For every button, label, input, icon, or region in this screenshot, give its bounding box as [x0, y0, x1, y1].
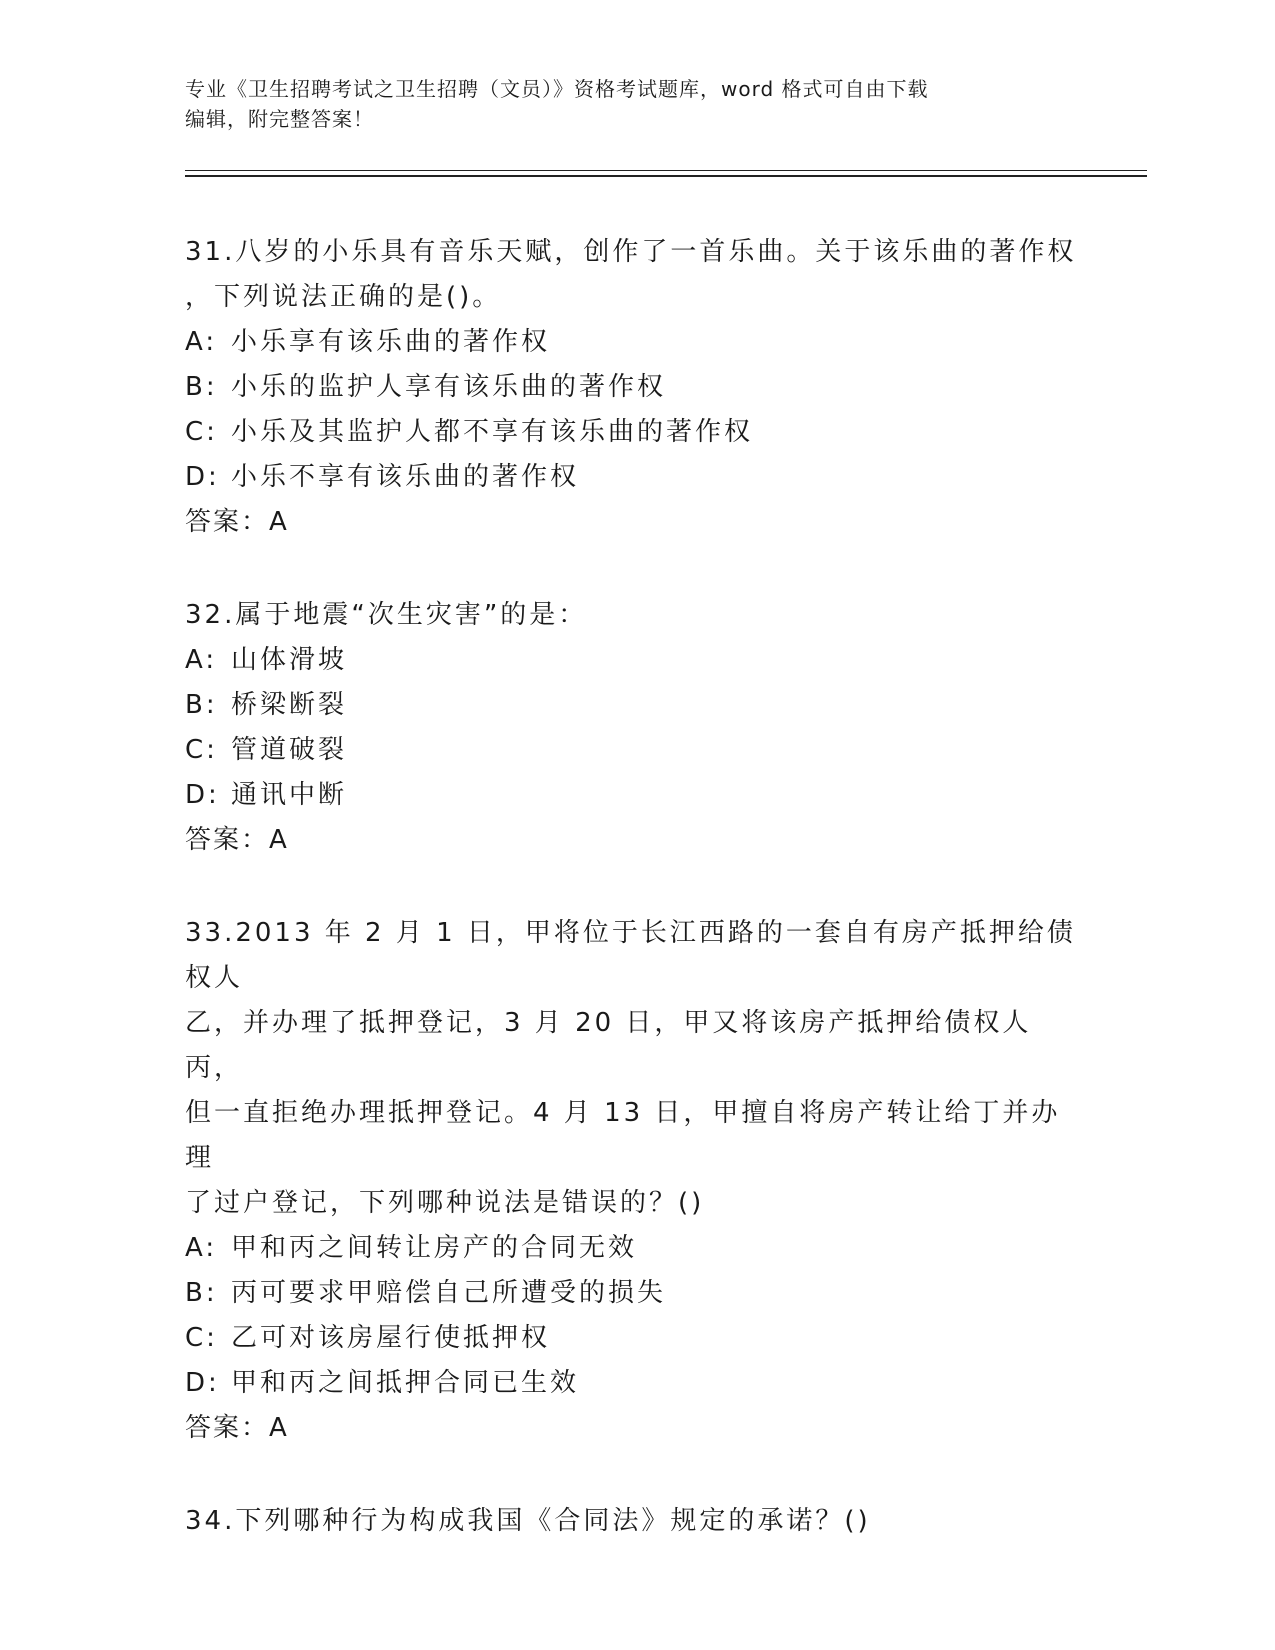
option-text: 丙可要求甲赔偿自己所遭受的损失 [231, 1278, 667, 1308]
option-row [185, 455, 1085, 500]
option-row [185, 728, 1085, 773]
option-text: 小乐享有该乐曲的著作权 [231, 327, 551, 357]
option-key: D: [185, 462, 220, 492]
answer-line: 答案：A [185, 1413, 289, 1443]
option-text: 乙可对该房屋行使抵押权 [231, 1323, 551, 1353]
document-header [185, 74, 1065, 134]
option-key: A: [185, 1233, 218, 1263]
option-text: 山体滑坡 [231, 645, 348, 675]
option-text: 桥梁断裂 [231, 690, 348, 720]
question-stem-line: 乙，并办理了抵押登记，3 月 20 日，甲又将该房产抵押给债权人丙， [185, 1008, 1032, 1083]
question-list [185, 230, 1085, 1592]
question-stem-line: 但一直拒绝办理抵押登记。4 月 13 日，甲擅自将房产转让给丁并办理 [185, 1098, 1061, 1173]
option-text: 通讯中断 [231, 780, 348, 810]
header-divider-top [185, 170, 1147, 171]
question-block [185, 911, 1085, 1451]
question-stem-line: 了过户登记，下列哪种说法是错误的？() [185, 1188, 705, 1218]
question-block [185, 1499, 1085, 1544]
option-text: 管道破裂 [231, 735, 348, 765]
answer-line: 答案：A [185, 507, 289, 537]
option-key: D: [185, 780, 220, 810]
answer-line: 答案：A [185, 825, 289, 855]
option-row [185, 1226, 1085, 1271]
option-row [185, 320, 1085, 365]
option-key: A: [185, 327, 218, 357]
question-stem-line: ，下列说法正确的是()。 [185, 282, 502, 312]
question-stem-line: 33.2013 年 2 月 1 日，甲将位于长江西路的一套自有房产抵押给债权人 [185, 918, 1076, 993]
option-row [185, 410, 1085, 455]
option-row [185, 365, 1085, 410]
question-stem-line: 32.属于地震“次生灾害”的是： [185, 600, 588, 630]
option-key: C: [185, 735, 218, 765]
option-row [185, 1271, 1085, 1316]
option-key: D: [185, 1368, 220, 1398]
question-block [185, 230, 1085, 545]
question-stem-line: 34.下列哪种行为构成我国《合同法》规定的承诺？() [185, 1506, 871, 1536]
header-line-1: 专业《卫生招聘考试之卫生招聘（文员）》资格考试题库，word 格式可自由下载 [185, 77, 929, 101]
option-key: C: [185, 1323, 218, 1353]
option-text: 小乐不享有该乐曲的著作权 [231, 462, 580, 492]
option-row [185, 638, 1085, 683]
option-row [185, 773, 1085, 818]
question-stem-line: 31.八岁的小乐具有音乐天赋，创作了一首乐曲。关于该乐曲的著作权 [185, 237, 1077, 267]
option-text: 小乐及其监护人都不享有该乐曲的著作权 [231, 417, 754, 447]
option-key: B: [185, 372, 218, 402]
option-key: B: [185, 1278, 218, 1308]
header-line-2: 编辑，附完整答案！ [185, 107, 374, 131]
option-key: A: [185, 645, 218, 675]
question-block [185, 593, 1085, 863]
option-row [185, 1361, 1085, 1406]
option-text: 甲和丙之间抵押合同已生效 [231, 1368, 580, 1398]
option-row [185, 1316, 1085, 1361]
header-divider-bottom [185, 175, 1147, 177]
option-text: 小乐的监护人享有该乐曲的著作权 [231, 372, 667, 402]
option-row [185, 683, 1085, 728]
option-key: C: [185, 417, 218, 447]
option-key: B: [185, 690, 218, 720]
option-text: 甲和丙之间转让房产的合同无效 [231, 1233, 638, 1263]
